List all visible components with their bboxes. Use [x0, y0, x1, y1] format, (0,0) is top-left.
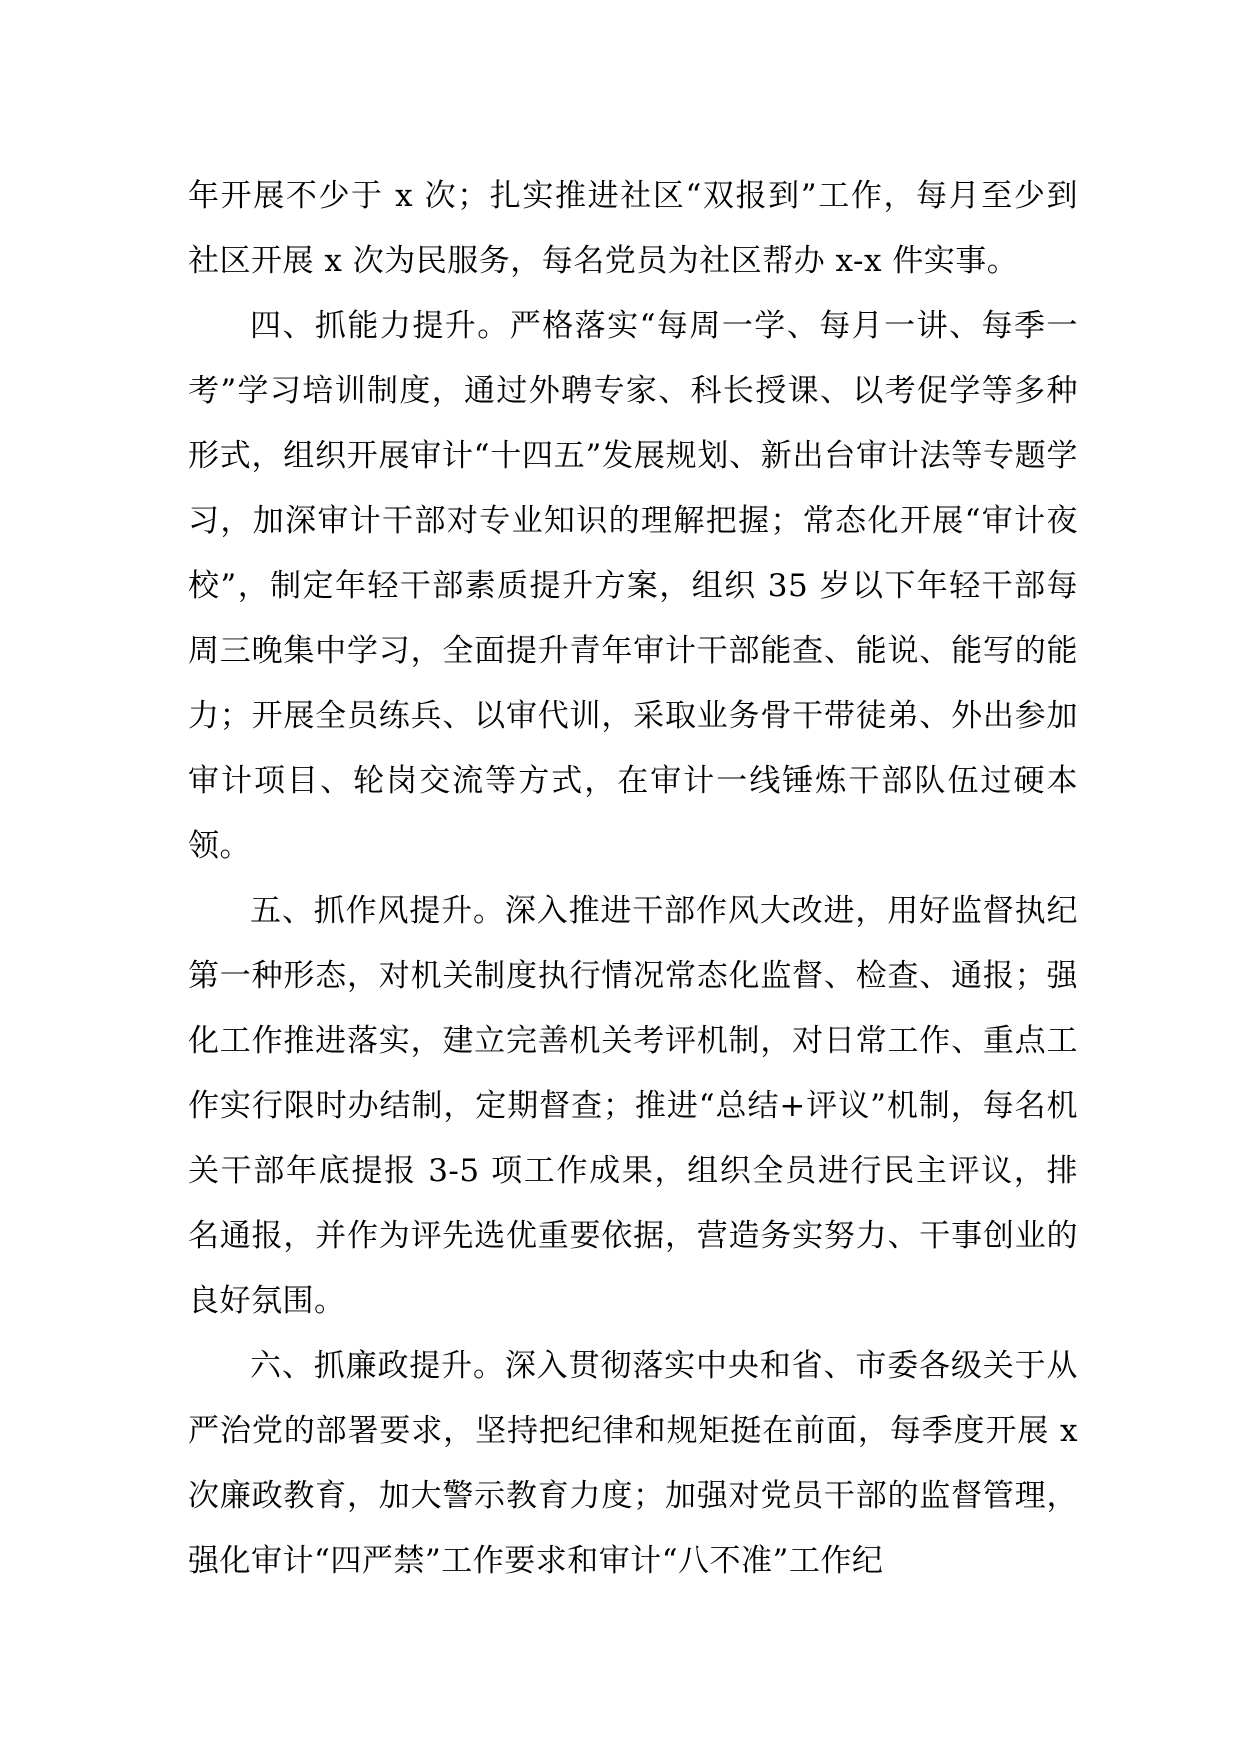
- paragraph-work-style-improvement: 五、抓作风提升。深入推进干部作风大改进，用好监督执纪第一种形态，对机关制度执行情况常态化监督、检查、通报；强化工作推进落实，建立完善机关考评机制，对日常工作、重点工作实行限时办结制，定期督查；推进“总结+评议”机制，每名机关干部年底提报 3-5 项工作成果，组织全员进行民主评议，排名通报，并作为评先选优重要依据，营造务实努力、干事创业的良好氛围。: [188, 893, 1078, 1319]
- paragraph-ability-improvement: 四、抓能力提升。严格落实“每周一学、每月一讲、每季一考”学习培训制度，通过外聘专家、科长授课、以考促学等多种形式，组织开展审计“十四五”发展规划、新出台审计法等专题学习，加深审计干部对专业知识的理解把握；常态化开展“审计夜校”，制定年轻干部素质提升方案，组织 35 岁以下年轻干部每周三晚集中学习，全面提升青年审计干部能查、能说、能写的能力；开展全员练兵、以审代训，采取业务骨干带徒弟、外出参加审计项目、轮岗交流等方式，在审计一线锤炼干部队伍过硬本领。: [188, 308, 1078, 864]
- paragraph-integrity-improvement: 六、抓廉政提升。深入贯彻落实中央和省、市委各级关于从严治党的部署要求，坚持把纪律和规矩挺在前面，每季度开展 x 次廉政教育，加大警示教育力度；加强对党员干部的监督管理，强化审计“四严禁”工作要求和审计“八不准”工作纪: [188, 1348, 1078, 1579]
- paragraph-continuation: 年开展不少于 x 次；扎实推进社区“双报到”工作，每月至少到社区开展 x 次为民服务，每名党员为社区帮办 x-x 件实事。: [188, 178, 1078, 279]
- document-body: [188, 164, 1078, 1594]
